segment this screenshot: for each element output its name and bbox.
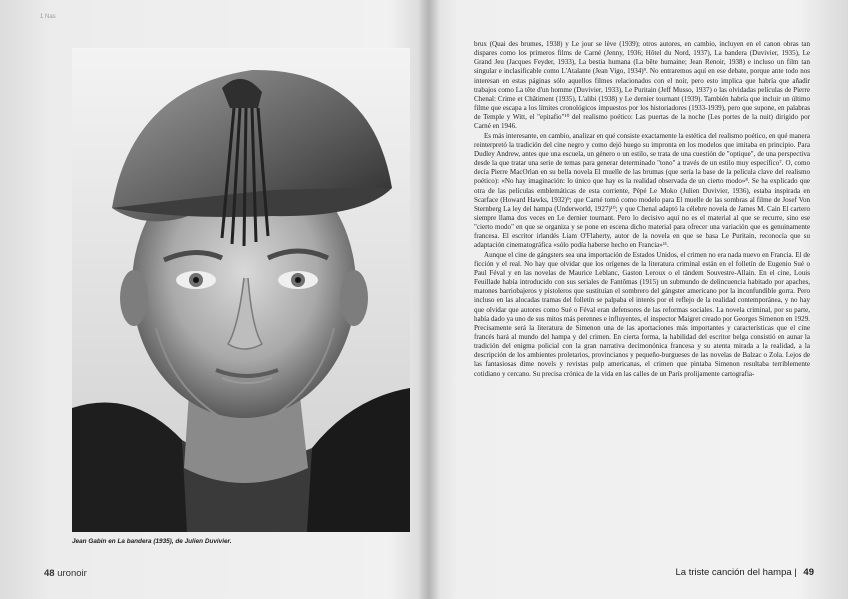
right-page-number: 49 <box>803 567 814 578</box>
body-text-column <box>474 40 810 560</box>
portrait-image <box>72 48 410 532</box>
footer-separator: | <box>794 567 797 578</box>
body-paragraph: Es más interesante, en cambio, analizar en qué consiste exactamente la estética del realismo poético, en qué manera reinterpretó la tradición del cine negro y como dejó huego su impronta en los modelos que imitaba en principio. Para Dudley Andrew, antes que una escuela, un género o un estilo, se trata de una cuestión de "optique", de una perspectiva desde la que tratar una serie de temas para generar determinado "tono" a través de un estilo muy específico⁷. O, como decía Pierre MacOrlan en su bella novela El muelle de las brumas (que sería la base de la película clave del realismo poético): «No hay imaginación: lo único que hay es la realidad observada de un cierto modo»⁸. Se ha explicado que otra de las películas emblemáticas de esta corriente, Pépé Le Moko (Julien Duvivier, 1936), estaba inspirada en Scarface (Howard Hawks, 1932)⁹; que Carné tomó como modelo para El muelle de las sombras al filme de Josef Von Sternberg La ley del hampa (Underworld, 1927)¹⁰; y que Chenal adaptó la célebre novela de James M. Cain El cartero siempre llama dos veces en Le dernier tournant. Pero lo decisivo aquí no es el material al que se recurre, sino ese "cierto modo" en que se organiza y se pone en escena dicho material para ofrecer una variación que es genuinamente francesa. El escritor irlandés Liam O'Flaherty, autor de la novela en que se basa Le Puritain, reconocía que su adaptación cinematográfica «sólo podía haberse hecho en Francia»¹¹. <box>474 131 810 250</box>
body-paragraph: brux (Quai des brumes, 1938) y Le jour se lève (1939); otros autores, en cambio, incluyen en el canon obras tan dispares como los primeros films de Carné (Jenny, 1936; Hôtel du Nord, 1937), La bandera (Duvivier, 1935), Le Grand Jeu (Jacques Feyder, 1933), La bestia humana (La bête humaine; Jean Renoir, 1938) e incluso un film tan singular e inclasificable como L'Atalante (Jean Vigo, 1934)⁹. No entraremos aquí en ese debate, porque ante todo nos interesan en estas páginas sólo aquellos filmes relacionados con el noir, pero esto implica que habría que añadir trabajos como La tête d'un homme (Duvivier, 1933), Le Puritain (Jeff Musso, 1937) o las olvidadas películas de Pierre Chenal: Crime et Châtiment (1935), L'alibi (1938) y Le dernier tournant (1939). También habría que incluir un último filme que escapa a los límites cronológicos impuestos por los historiadores (1933-1939), pero que supone, en palabras de Temple y Witt, el "epitafio"¹⁰ del realismo poético: Las puertas de la noche (Les portes de la nuit) dirigido por Carné en 1946. <box>474 40 810 131</box>
running-footer <box>675 567 814 578</box>
left-page-number: 48 <box>44 568 55 579</box>
book-gutter <box>418 0 440 599</box>
footer-title: La triste canción del hampa <box>675 567 792 578</box>
portrait-photo <box>72 48 410 532</box>
left-folio <box>44 568 87 579</box>
body-paragraph: Aunque el cine de gángsters sea una importación de Estados Unidos, el crimen no era nada nuevo en Francia. El de ficción y el real. No hay que olvidar que los orígenes de la literatura criminal están en el folletín de Eugenio Sué o Paul Féval y en las novelas de Maurice Leblanc, Gaston Leroux o el tándem Souvestre-Allain. En el cine, Louis Feuillade había introducido con sus seriales de Fantômas (1915) un submundo de delincuencia habitado por apaches, matones barriobajeros y pistoleros que sustituían el sombrero del gángster americano por la inconfundible gorra. Pero incluso en las alocadas tramas del folletín se palpaba el interés por el reflejo de la realidad contemporánea, y no hay que olvidar que autores como Sué o Féval eran defensores de las reformas sociales. La novela criminal, por su parte, había dado ya uno de sus mitos más perennes e influyentes, el inspector Maigret creado por Georges Simenon en 1929. Precisamente será la literatura de Simenon una de las aportaciones más importantes y características que el cine francés hará al mundo del hampa y del crimen. En cierta forma, la habilidad del escritor belga consistió en aunar la tradición del enigma policial con la gran narrativa decimonónica francesa y su atenta mirada a la realidad, a la descripción de los ambientes proletarios, provincianos y pequeño-burgueses de las novelas de Balzac o Zola. Lejos de las fantasiosas dime novels y revistas pulp americanas, el crimen que pintaba Simenon resultaba terriblemente cotidiano y cercano. Su precisa crónica de la vida en las calles de un París prolijamente cartografia- <box>474 250 810 378</box>
left-folio-title: uronoir <box>57 568 87 579</box>
stray-mark: 1 Nas <box>40 14 56 20</box>
photo-caption: Jean Gabin en La bandera (1935), de Julien Duvivier. <box>72 538 232 545</box>
